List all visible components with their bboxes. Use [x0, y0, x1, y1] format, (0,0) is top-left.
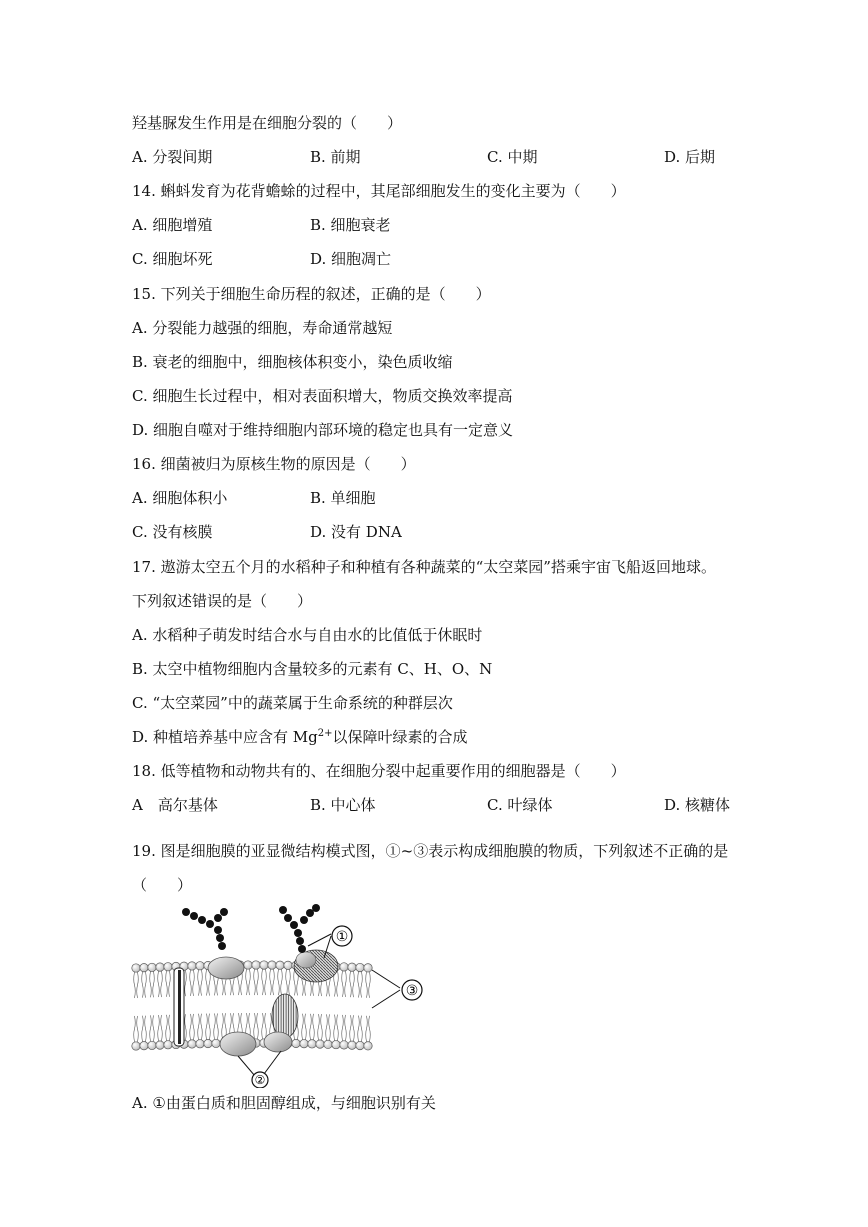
lipid-head: [268, 961, 276, 969]
lipid-tail: [294, 969, 296, 995]
lipid-tail: [254, 1013, 256, 1039]
q16-option-b: B. 单细胞: [310, 489, 376, 507]
lipid-tail: [134, 972, 136, 998]
lipid-tail: [137, 972, 139, 998]
lipid-head: [316, 1040, 324, 1048]
lipid-tail: [358, 972, 360, 998]
lipid-tail: [318, 1014, 320, 1040]
q18-option-d: D. 核糖体: [664, 796, 731, 814]
lipid-tail: [190, 1014, 192, 1040]
lipid-tail: [153, 1015, 155, 1041]
lipid-head: [148, 963, 156, 971]
q14-option-a: A. 细胞增殖: [132, 216, 213, 234]
lipid-head: [164, 963, 172, 971]
lipid-tail: [158, 1015, 160, 1041]
lipid-head: [284, 961, 292, 969]
lipid-tail: [209, 1014, 211, 1040]
lipid-tail: [201, 970, 203, 996]
lipid-tail: [201, 1014, 203, 1040]
lipid-head: [340, 1041, 348, 1049]
lipid-tail: [289, 969, 291, 995]
lipid-head: [260, 961, 268, 969]
lipid-tail: [350, 1015, 352, 1041]
lipid-tail: [161, 971, 163, 997]
svg-text:②: ②: [254, 1073, 266, 1087]
lipid-tail: [337, 1015, 339, 1041]
lipid-head: [196, 1040, 204, 1048]
sugar-chain-right: [279, 904, 320, 953]
transmembrane-protein: [272, 994, 298, 1038]
lipid-tail: [169, 1015, 171, 1041]
lipid-tail: [185, 970, 187, 996]
lipid-head: [156, 963, 164, 971]
lipid-tail: [145, 972, 147, 998]
q14-option-c: C. 细胞坏死: [132, 250, 213, 268]
lipid-tail: [281, 969, 283, 995]
q13-option-a: A. 分裂间期: [132, 148, 213, 166]
lipid-tail: [302, 1014, 304, 1040]
lipid-head: [212, 1039, 220, 1047]
lipid-tail: [265, 969, 267, 995]
question-15-stem: 15. 下列关于细胞生命历程的叙述，正确的是（ ）: [132, 285, 491, 303]
lipid-tail: [305, 1014, 307, 1040]
lipid-tail: [326, 1014, 328, 1040]
lipid-tail: [206, 970, 208, 996]
q14-option-b: B. 细胞衰老: [310, 216, 391, 234]
lipid-tail: [190, 970, 192, 996]
lipid-tail: [350, 971, 352, 997]
lipid-tail: [153, 971, 155, 997]
lipid-head: [348, 963, 356, 971]
lipid-tail: [150, 1015, 152, 1041]
q15-option-a: A. 分裂能力越强的细胞，寿命通常越短: [132, 319, 393, 337]
lipid-tail: [166, 971, 168, 997]
label-3: [402, 980, 422, 1000]
question-14-stem: 14. 蝌蚪发育为花背蟾蜍的过程中，其尾部细胞发生的变化主要为（ ）: [132, 182, 626, 200]
lipid-head: [244, 961, 252, 969]
lipid-tail: [142, 1016, 144, 1042]
q13-option-d: D. 后期: [664, 148, 716, 166]
lipid-tail: [137, 1016, 139, 1042]
lipid-tail: [206, 1014, 208, 1040]
lipid-head: [252, 961, 260, 969]
lipid-head: [292, 1039, 300, 1047]
question-19-stem-line1: 19. 图是细胞膜的亚显微结构模式图，①~③表示构成细胞膜的物质，下列叙述不正确的是: [132, 842, 729, 860]
lipid-tail: [366, 972, 368, 998]
lipid-tail: [249, 969, 251, 995]
question-17-stem-line2: 下列叙述错误的是（ ）: [132, 592, 313, 610]
lipid-head: [332, 1040, 340, 1048]
lipid-tail: [214, 1013, 216, 1039]
lipid-head: [204, 1039, 212, 1047]
svg-text:③: ③: [405, 983, 419, 999]
lipid-tail: [246, 969, 248, 995]
lipid-tail: [278, 969, 280, 995]
lipid-tail: [337, 971, 339, 997]
lipid-head: [276, 961, 284, 969]
q19-option-a: A. ①由蛋白质和胆固醇组成，与细胞识别有关: [132, 1094, 436, 1112]
q17-option-c: C. “太空菜园”中的蔬菜属于生命系统的种群层次: [132, 694, 453, 712]
lipid-tail: [342, 1015, 344, 1041]
lipid-head: [356, 1041, 364, 1049]
lipid-tail: [193, 1014, 195, 1040]
lipid-head: [156, 1041, 164, 1049]
lipid-tail: [310, 1014, 312, 1040]
q18-option-a: A 高尔基体: [132, 796, 218, 814]
label-1: [332, 926, 352, 946]
protein-lower-left: [220, 1032, 256, 1056]
lipid-tail: [353, 1015, 355, 1041]
lipid-head: [340, 963, 348, 971]
q17-option-d-text: D. 种植培养基中应含有 Mg: [132, 728, 318, 746]
lipid-tail: [150, 971, 152, 997]
lipid-tail: [361, 972, 363, 998]
q16-option-a: A. 细胞体积小: [132, 489, 228, 507]
magnesium-charge: 2+: [317, 728, 333, 739]
q15-option-c: C. 细胞生长过程中，相对表面积增大，物质交换效率提高: [132, 387, 513, 405]
lipid-tail: [358, 1016, 360, 1042]
lipid-head: [140, 963, 148, 971]
lipid-tail: [262, 1013, 264, 1039]
lipid-head: [324, 1040, 332, 1048]
lipid-tail: [313, 1014, 315, 1040]
lipid-tail: [345, 1015, 347, 1041]
lipid-tail: [257, 969, 259, 995]
lipid-tail: [369, 972, 371, 998]
lipid-head: [164, 1041, 172, 1049]
lipid-head: [356, 963, 364, 971]
lipid-tail: [193, 970, 195, 996]
lipid-tail: [273, 969, 275, 995]
q13-option-b: B. 前期: [310, 148, 361, 166]
lipid-tail: [169, 971, 171, 997]
q17-option-a: A. 水稻种子萌发时结合水与自由水的比值低于休眠时: [132, 626, 483, 644]
q14-option-d: D. 细胞凋亡: [310, 250, 392, 268]
question-19-stem-line2: （ ）: [132, 876, 193, 894]
lipid-tail: [345, 971, 347, 997]
lipid-tail: [361, 1016, 363, 1042]
lipid-tail: [134, 1016, 136, 1042]
cell-membrane-diagram: [128, 898, 448, 1088]
lipid-tail: [198, 970, 200, 996]
q16-option-d: D. 没有 DNA: [310, 523, 402, 541]
lipid-tail: [166, 1015, 168, 1041]
q15-option-b: B. 衰老的细胞中，细胞核体积变小，染色质收缩: [132, 353, 453, 371]
svg-text:①: ①: [335, 929, 349, 945]
lipid-tail: [158, 971, 160, 997]
lipid-head: [348, 1041, 356, 1049]
q16-option-c: C. 没有核膜: [132, 523, 213, 541]
lipid-tail: [222, 1013, 224, 1039]
lipid-tail: [286, 969, 288, 995]
protein-upper-left: [208, 957, 244, 979]
q17-option-d: [132, 727, 468, 747]
q18-option-b: B. 中心体: [310, 796, 376, 814]
lipid-tail: [321, 1014, 323, 1040]
lipid-tail: [334, 1015, 336, 1041]
lipid-head: [364, 1042, 372, 1050]
lipid-head: [132, 1042, 140, 1050]
lipid-tail: [145, 1016, 147, 1042]
label-2: [252, 1072, 268, 1088]
lipid-head: [188, 1040, 196, 1048]
lipid-tail: [257, 1013, 259, 1039]
lipid-head: [196, 962, 204, 970]
q18-option-c: C. 叶绿体: [487, 796, 553, 814]
question-17-stem-line1: 17. 遨游太空五个月的水稻种子和种植有各种蔬菜的“太空菜园”搭乘宇宙飞船返回地球。: [132, 558, 716, 576]
q13-option-c: C. 中期: [487, 148, 538, 166]
q17-option-b: B. 太空中植物细胞内含量较多的元素有 C、H、O、N: [132, 660, 493, 678]
q17-option-d-text-rest: 以保障叶绿素的合成: [332, 728, 468, 746]
lipid-tail: [265, 1013, 267, 1039]
lipid-head: [364, 964, 372, 972]
lipid-tail: [198, 1014, 200, 1040]
lipid-head: [148, 1041, 156, 1049]
q15-option-d: D. 细胞自噬对于维持细胞内部环境的稳定也具有一定意义: [132, 421, 514, 439]
lipid-tail: [217, 1013, 219, 1039]
sugar-chain-left: [182, 908, 228, 950]
lipid-tail: [262, 969, 264, 995]
lipid-tail: [254, 969, 256, 995]
question-16-stem: 16. 细菌被归为原核生物的原因是（ ）: [132, 455, 416, 473]
protein-lower-middle: [264, 1032, 292, 1052]
lipid-head: [300, 1039, 308, 1047]
lipid-head: [140, 1041, 148, 1049]
lipid-tail: [353, 971, 355, 997]
lipid-head: [308, 1040, 316, 1048]
lipid-tail: [366, 1016, 368, 1042]
lipid-tail: [142, 972, 144, 998]
question-13-stem-tail: 羟基脲发生作用是在细胞分裂的（ ）: [132, 114, 403, 132]
question-18-stem: 18. 低等植物和动物共有的、在细胞分裂中起重要作用的细胞器是（ ）: [132, 762, 626, 780]
lipid-tail: [161, 1015, 163, 1041]
phospholipid-tails: [134, 969, 371, 1042]
lipid-head: [132, 964, 140, 972]
lipid-tail: [329, 1014, 331, 1040]
lipid-head: [188, 962, 196, 970]
lipid-tail: [185, 1014, 187, 1040]
glycoprotein-cap: [296, 952, 316, 968]
lipid-tail: [369, 1016, 371, 1042]
lipid-tail: [270, 969, 272, 995]
lipid-tail: [342, 971, 344, 997]
channel-protein: [174, 968, 184, 1046]
